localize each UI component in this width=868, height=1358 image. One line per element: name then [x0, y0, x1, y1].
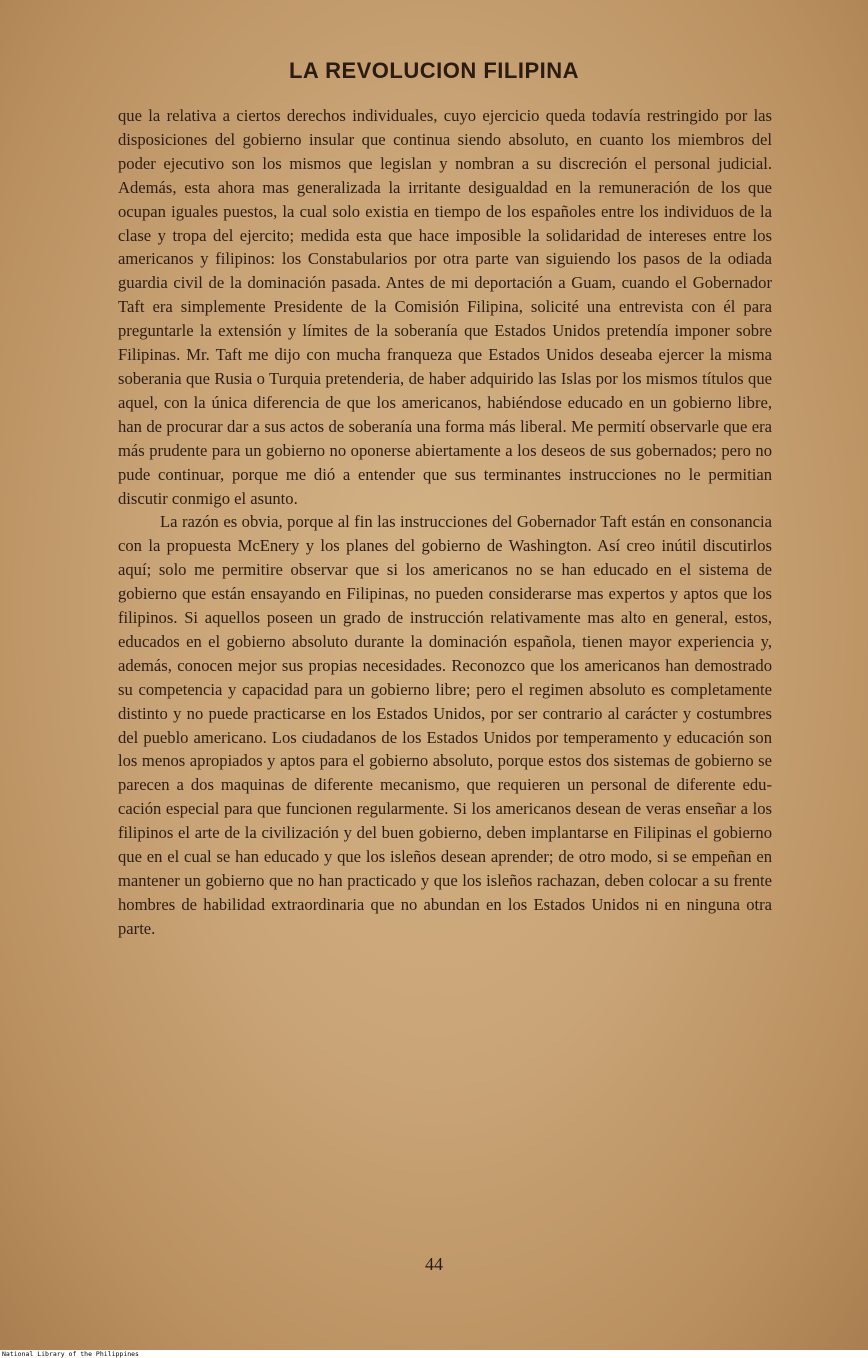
- paragraph-continued: que la relativa a ciertos derechos individuales, cuyo ejercicio queda todavía restringido por las disposiciones del gobierno insular que continua siendo absoluto, en cuanto los miembros del poder ejecutivo son los mismos que legislan y nombran a su discreción el personal judicial. Además, esta ahora mas generalizada la irritante desigualdad en la remuneración de los que ocupan iguales puestos, la cual solo existia en tiempo de los españoles entre los individuos de la clase y tropa del ejercito; medida esta que hace imposible la solidaridad de intereses entre los americanos y filipinos: los Constabularios por otra parte van siguiendo los pasos de la odiada guardia civil de la dominación pasada. Antes de mi deportación a Guam, cuando el Gobernador Taft era simplemente Presidente de la Comisión Filipina, solicité una entrevista con él para preguntarle la extensión y límites de la soberanía que Estados Unidos pretendía imponer sobre Filipinas. Mr. Taft me dijo con mucha franqueza que Estados Unidos deseaba ejercer la misma soberania que Rusia o Turquia pretenderia, de haber adquirido las Islas por los mismos títulos que aquel, con la única diferencia de que los americanos, habiéndose educado en un gobierno libre, han de procurar dar a sus actos de soberanía una forma más liberal. Me permití observarle que era más prudente para un gobierno no oponerse abiertamente a los deseos de sus gobernados; pero no pude continuar, porque me dió a entender que sus terminantes instrucciones no le permitian discutir conmigo el asunto.: [118, 106, 772, 508]
- page-body-text: [118, 104, 772, 941]
- paragraph: La razón es obvia, porque al fin las instrucciones del Gobernador Taft están en consonancia con la propuesta McEnery y los planes del gobierno de Washington. Así creo inútil discutirlos aquí; solo me permitire observar que si los americanos no se han educado en el sistema de gobierno que están ensayando en Filipinas, no pueden considerarse mas expertos y aptos que los filipinos. Si aquellos poseen un grado de instrucción relativamente mas alto en general, estos, educados en el gobierno absoluto durante la dominación española, tienen mayor experiencia y, además, conocen mejor sus propias necesidades. Reconozco que los americanos han demostrado su competencia y capacidad para un gobierno libre; pero el regimen absoluto es completamente distinto y no puede practicarse en los Estados Unidos, por ser contrario al carácter y costumbres del pueblo americano. Los ciudadanos de los Estados Unidos por temperamento y educación son los menos apropiados y aptos para el gobierno absoluto, porque estos dos sistemas de gobierno se parecen a dos maquinas de diferente mecanismo, que requieren un personal de diferente educación especial para que funcionen regularmente. Si los americanos desean de veras enseñar a los filipinos el arte de la civilización y del buen gobierno, deben implantarse en Filipinas el gobierno que en el cual se han educado y que los isleños desean aprender; de otro modo, si se empeñan en mantener un gobierno que no han practicado y que los isleños rachazan, deben colocar a su frente hombres de habilidad extraordinaria que no abundan en los Estados Unidos ni en ninguna otra parte.: [118, 512, 772, 938]
- library-attribution: National Library of the Philippines: [2, 1350, 139, 1358]
- running-head-title: LA REVOLUCION FILIPINA: [288, 58, 580, 83]
- page-number: 44: [425, 1254, 443, 1274]
